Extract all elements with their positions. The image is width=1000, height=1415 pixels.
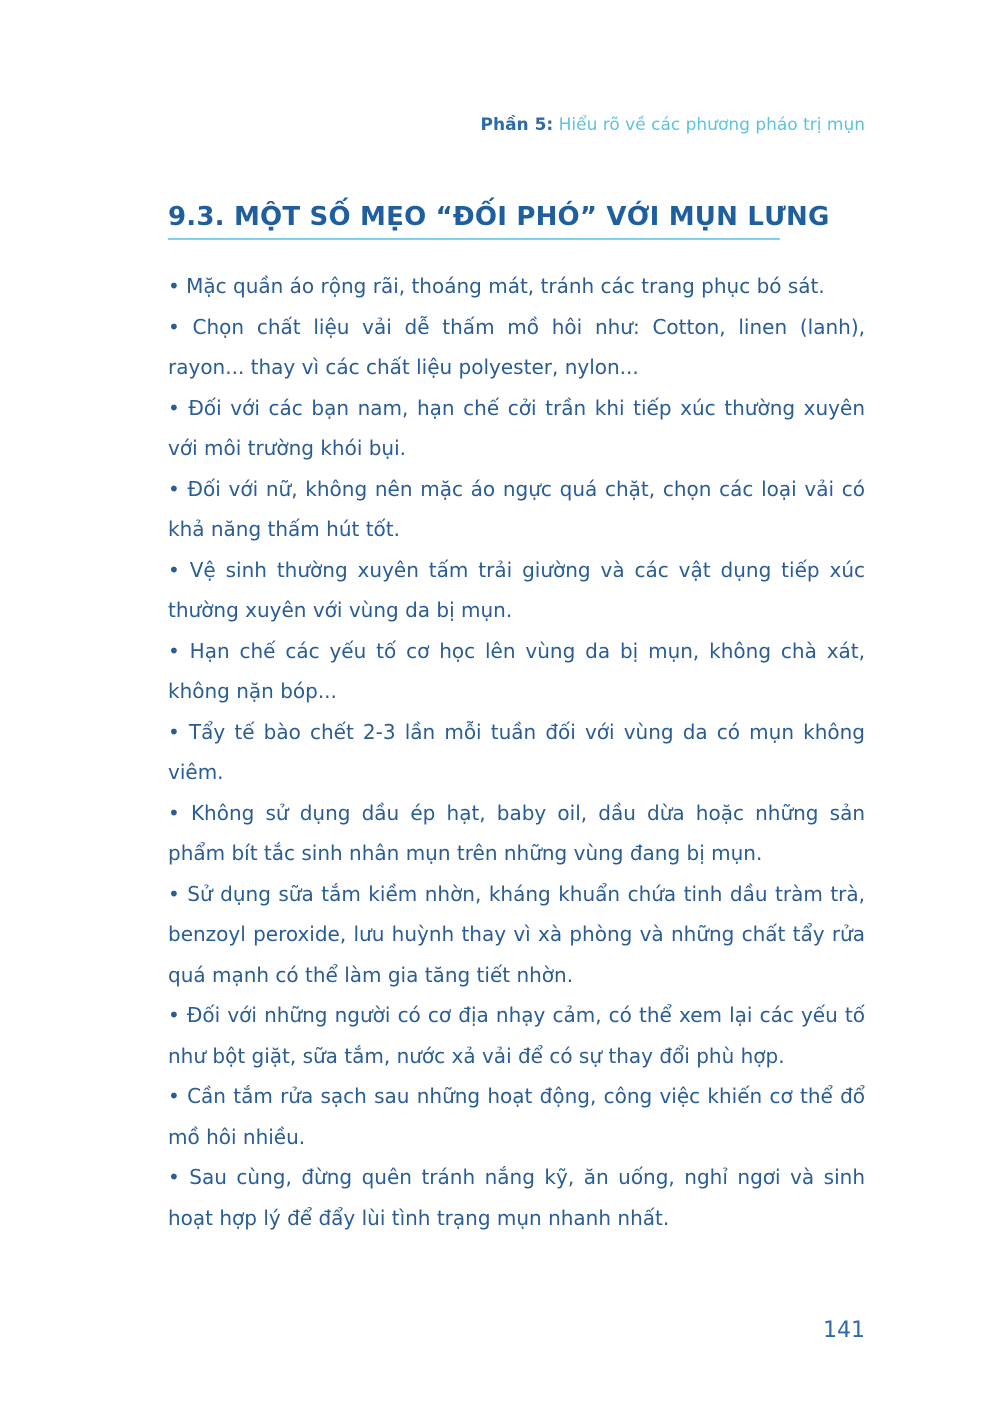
section-title-block [168,202,830,240]
bullet-list [168,266,865,1238]
bullet-item: • Vệ sinh thường xuyên tấm trải giường và các vật dụng tiếp xúc thường xuyên với vùng da bị mụn. [168,557,865,622]
bullet-item: • Hạn chế các yếu tố cơ học lên vùng da bị mụn, không chà xát, không nặn bóp... [168,638,865,703]
bullet-item: • Đối với những người có cơ địa nhạy cảm, có thể xem lại các yếu tố như bột giặt, sữa tắm, nước xả vải để có sự thay đổi phù hợp. [168,1003,865,1068]
bullet-item: • Tẩy tế bào chết 2-3 lần mỗi tuần đối với vùng da có mụn không viêm. [168,719,865,784]
bullet-item: • Cần tắm rửa sạch sau những hoạt động, công việc khiến cơ thể đổ mồ hôi nhiều. [168,1084,865,1149]
part-label: Phần 5: [480,115,554,135]
running-header [481,115,865,135]
part-title: Hiểu rõ về các phương pháo trị mụn [558,115,865,135]
bullet-item: • Không sử dụng dầu ép hạt, baby oil, dầu dừa hoặc những sản phẩm bít tắc sinh nhân mụn trên những vùng đang bị mụn. [168,800,865,865]
bullet-item: • Mặc quần áo rộng rãi, thoáng mát, tránh các trang phục bó sát. [168,274,825,298]
bullet-item: • Đối với nữ, không nên mặc áo ngực quá chặt, chọn các loại vải có khả năng thấm hút tốt. [168,476,865,541]
page-number: 141 [823,1318,865,1343]
bullet-item: • Sử dụng sữa tắm kiềm nhờn, kháng khuẩn chứa tinh dầu tràm trà, benzoyl peroxide, lưu huỳnh thay vì xà phòng và những chất tẩy rửa quá mạnh có thể làm gia tăng tiết nhờn. [168,881,865,987]
bullet-item: • Chọn chất liệu vải dễ thấm mồ hôi như: Cotton, linen (lanh), rayon... thay vì các chất liệu polyester, nylon... [168,314,865,379]
bullet-item: • Đối với các bạn nam, hạn chế cởi trần khi tiếp xúc thường xuyên với môi trường khói bụi. [168,395,865,460]
section-title: 9.3. MỘT SỐ MẸO “ĐỐI PHÓ” VỚI MỤN LƯNG [168,202,830,232]
bullet-item: • Sau cùng, đừng quên tránh nắng kỹ, ăn uống, nghỉ ngơi và sinh hoạt hợp lý để đẩy lùi tình trạng mụn nhanh nhất. [168,1165,865,1230]
